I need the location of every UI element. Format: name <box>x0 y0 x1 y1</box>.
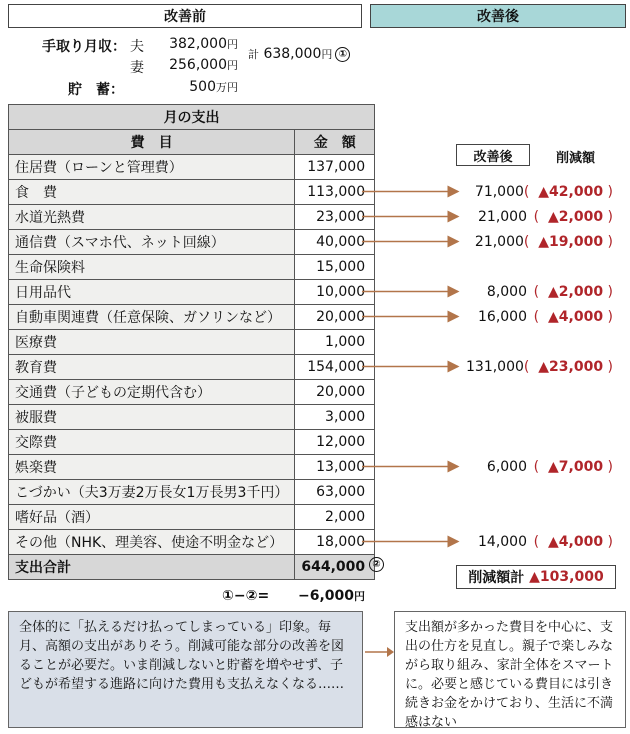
savings-value: 500万円 <box>189 79 238 95</box>
reduction-total: 削減額計 ▲103,000 <box>456 565 616 589</box>
table-title: 月の支出 <box>9 105 375 130</box>
expense-item: その他（NHK、理美容、使途不明金など） <box>9 530 295 555</box>
expense-amount: 113,000 <box>295 180 375 205</box>
expense-item: 自動車関連費（任意保険、ガソリンなど） <box>9 305 295 330</box>
mark-2: ② <box>369 557 384 572</box>
expense-amount: 154,000 <box>295 355 375 380</box>
after-row <box>455 529 625 554</box>
after-header-label: 改善後 <box>477 9 519 25</box>
expense-item: 生命保険料 <box>9 255 295 280</box>
total-income: 計 638,000円 ① <box>248 46 350 62</box>
expense-item: 水道光熱費 <box>9 205 295 230</box>
expense-amount: 20,000 <box>295 305 375 330</box>
reduction-value: ( ▲4,000 ) <box>533 533 613 550</box>
after-value: 8,000 <box>486 283 527 300</box>
after-row <box>455 454 625 479</box>
expense-item: 通信費（スマホ代、ネット回線） <box>9 230 295 255</box>
before-header-label: 改善前 <box>164 9 206 25</box>
expense-amount: 12,000 <box>295 430 375 455</box>
expense-amount: 137,000 <box>295 155 375 180</box>
after-value: 21,000 <box>478 208 527 225</box>
after-value: 16,000 <box>478 308 527 325</box>
total-label: 支出合計 <box>9 555 295 580</box>
after-row <box>455 229 625 254</box>
wife-label: 妻 <box>130 60 144 76</box>
reduction-value: ( ▲42,000 ) <box>523 183 613 200</box>
expense-amount: 3,000 <box>295 405 375 430</box>
expense-amount: 18,000 <box>295 530 375 555</box>
savings-label: 貯 蓄： <box>68 82 124 98</box>
expense-item: 日用品代 <box>9 280 295 305</box>
husband-label: 夫 <box>130 39 144 55</box>
reduction-value: ( ▲2,000 ) <box>533 283 613 300</box>
after-value: 21,000 <box>474 233 524 250</box>
after-row <box>455 354 625 379</box>
after-row <box>455 304 625 329</box>
wife-income: 256,000円 <box>169 57 238 73</box>
col-item: 費 目 <box>9 130 295 155</box>
after-value: 71,000 <box>474 183 524 200</box>
reduction-value: ( ▲4,000 ) <box>533 308 613 325</box>
expense-amount: 20,000 <box>295 380 375 405</box>
reduction-value: ( ▲2,000 ) <box>533 208 613 225</box>
after-value: 6,000 <box>486 458 527 475</box>
expense-item: 嗜好品（酒） <box>9 505 295 530</box>
after-value: 14,000 <box>478 533 527 550</box>
expense-item: 被服費 <box>9 405 295 430</box>
expense-amount: 2,000 <box>295 505 375 530</box>
expense-amount: 15,000 <box>295 255 375 280</box>
reduction-value: ( ▲7,000 ) <box>533 458 613 475</box>
reduction-value: ( ▲19,000 ) <box>523 233 613 250</box>
reduction-col-header: 削減額 <box>556 151 596 166</box>
income-label: 手取り月収： <box>42 39 126 55</box>
expense-item: 住居費（ローンと管理費） <box>9 155 295 180</box>
comment-before: 全体的に「払えるだけ払ってしまっている」印象。毎月、高額の支出がありそう。削減可能な部分の改善を図ることが必要だ。いま削減しないと貯蓄を増やせず、子どもが希望する進路に向けた費用も支払えなくなる…… <box>8 611 363 728</box>
expense-amount: 13,000 <box>295 455 375 480</box>
comment-after: 支出額が多かった費目を中心に、支出の仕方を見直し。親子で楽しみながら取り組み、家計全体をスマートに。必要と感じている費目には引き続きお金をかけており、生活に不満感はない <box>394 611 626 728</box>
expense-amount: 10,000 <box>295 280 375 305</box>
expense-item: 食 費 <box>9 180 295 205</box>
diff-value: −6,000円 <box>298 588 366 604</box>
expense-amount: 40,000 <box>295 230 375 255</box>
after-row <box>455 204 625 229</box>
expense-amount: 23,000 <box>295 205 375 230</box>
expense-amount: 63,000 <box>295 480 375 505</box>
expense-amount: 1,000 <box>295 330 375 355</box>
comment-arrow-icon <box>363 645 395 659</box>
after-row <box>455 179 625 204</box>
husband-income: 382,000円 <box>169 36 238 52</box>
expense-item: 娯楽費 <box>9 455 295 480</box>
diff-formula: ①−②= <box>222 588 270 604</box>
after-row <box>455 279 625 304</box>
expense-item: 教育費 <box>9 355 295 380</box>
expense-item: こづかい（夫3万妻2万長女1万長男3千円） <box>9 480 295 505</box>
expense-item: 交際費 <box>9 430 295 455</box>
expense-item: 交通費（子どもの定期代含む） <box>9 380 295 405</box>
after-value: 131,000 <box>466 358 524 375</box>
expense-item: 医療費 <box>9 330 295 355</box>
after-col-header: 改善後 <box>456 144 530 166</box>
col-amount: 金 額 <box>295 130 375 155</box>
mark-1: ① <box>335 47 350 62</box>
reduction-value: ( ▲23,000 ) <box>523 358 613 375</box>
total-value: 644,000 <box>295 555 375 580</box>
